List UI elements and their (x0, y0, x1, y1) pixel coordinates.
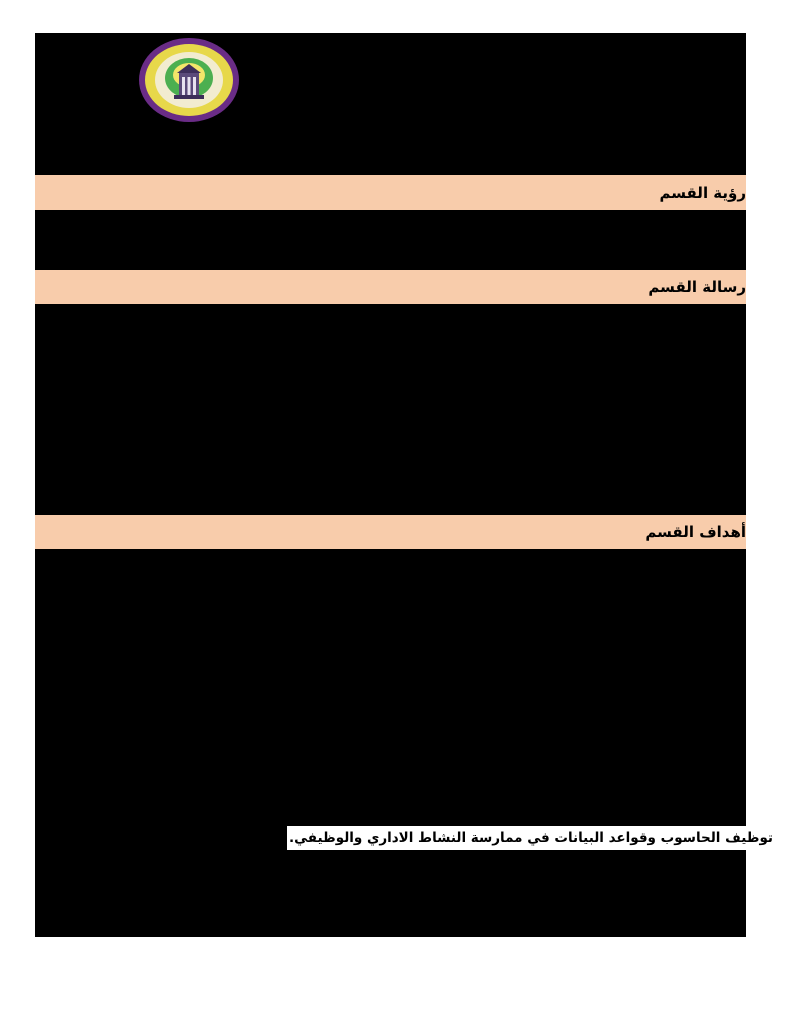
section-title-mission: رسالة القسم (648, 278, 746, 296)
section-title-goals: أهداف القسم (645, 523, 746, 541)
section-header-goals (35, 515, 746, 549)
document-page-redacted (35, 33, 746, 937)
goals-list-item: توظيف الحاسوب وقواعد البيانات في ممارسة النشاط الاداري والوظيفي. (287, 826, 775, 850)
section-title-vision: رؤية القسم (659, 183, 746, 202)
section-header-vision (35, 175, 746, 210)
college-seal-icon (138, 37, 240, 123)
section-header-mission (35, 270, 746, 304)
